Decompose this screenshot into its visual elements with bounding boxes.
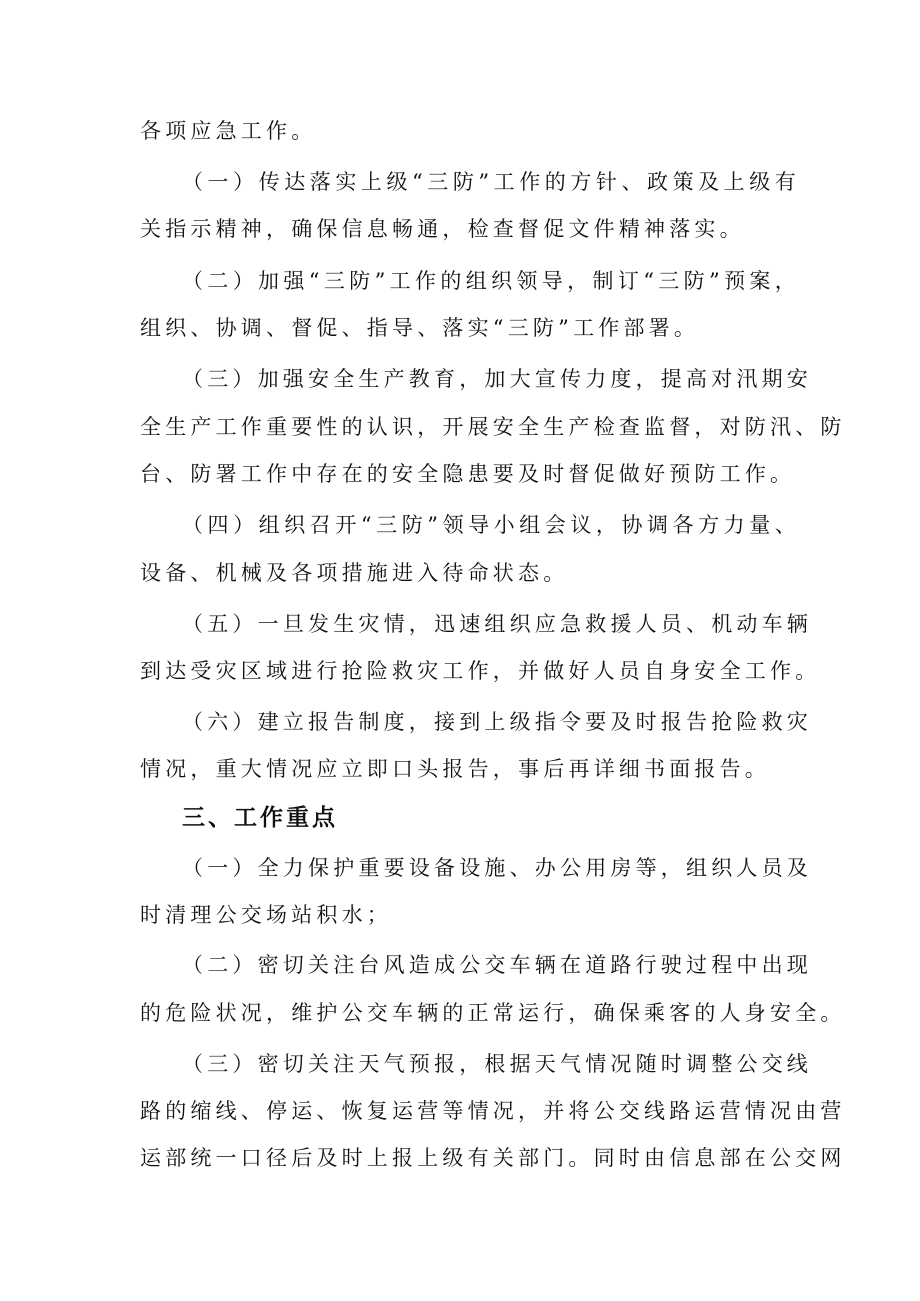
text-line: 关指示精神，确保信息畅通，检查督促文件精神落实。 xyxy=(140,217,745,241)
text-line: （三）加强安全生产教育，加大宣传力度，提高对汛期安 xyxy=(182,367,812,391)
text-line: （五）一旦发生灾情，迅速组织应急救援人员、机动车辆 xyxy=(182,612,812,636)
text-line: （二）加强“三防”工作的组织领导，制订“三防”预案， xyxy=(182,269,800,293)
text-line: （一）全力保护重要设备设施、办公用房等，组织人员及 xyxy=(182,856,812,880)
text-line: 设备、机械及各项措施进入待命状态。 xyxy=(140,561,569,585)
text-line: 到达受灾区域进行抢险救灾工作，并做好人员自身安全工作。 xyxy=(140,659,821,683)
text-line: 各项应急工作。 xyxy=(140,119,317,143)
text-line: （一）传达落实上级“三防”工作的方针、政策及上级有 xyxy=(182,170,800,194)
text-line: 组织、协调、督促、指导、落实“三防”工作部署。 xyxy=(140,316,700,340)
text-line: 台、防署工作中存在的安全隐患要及时督促做好预防工作。 xyxy=(140,462,796,486)
text-line: （六）建立报告制度，接到上级指令要及时报告抢险救灾 xyxy=(182,710,812,734)
text-line: 情况，重大情况应立即口头报告，事后再详细书面报告。 xyxy=(140,757,770,781)
text-line: 全生产工作重要性的认识，开展安全生产检查监督，对防汛、防 xyxy=(140,415,846,439)
text-line: 时清理公交场站积水； xyxy=(140,903,392,927)
text-line: （四）组织召开“三防”领导小组会议，协调各方力量、 xyxy=(182,513,800,537)
text-line: （二）密切关注台风造成公交车辆在道路行驶过程中出现 xyxy=(182,953,812,977)
text-line: 路的缩线、停运、恢复运营等情况，并将公交线路运营情况由营 xyxy=(140,1099,846,1123)
text-line: 运部统一口径后及时上报上级有关部门。同时由信息部在公交网 xyxy=(140,1146,846,1170)
text-line: 的危险状况，维护公交车辆的正常运行，确保乘客的人身安全。 xyxy=(140,1001,846,1025)
text-line: （三）密切关注天气预报，根据天气情况随时调整公交线 xyxy=(182,1052,812,1076)
section-heading: 三、工作重点 xyxy=(182,805,338,831)
